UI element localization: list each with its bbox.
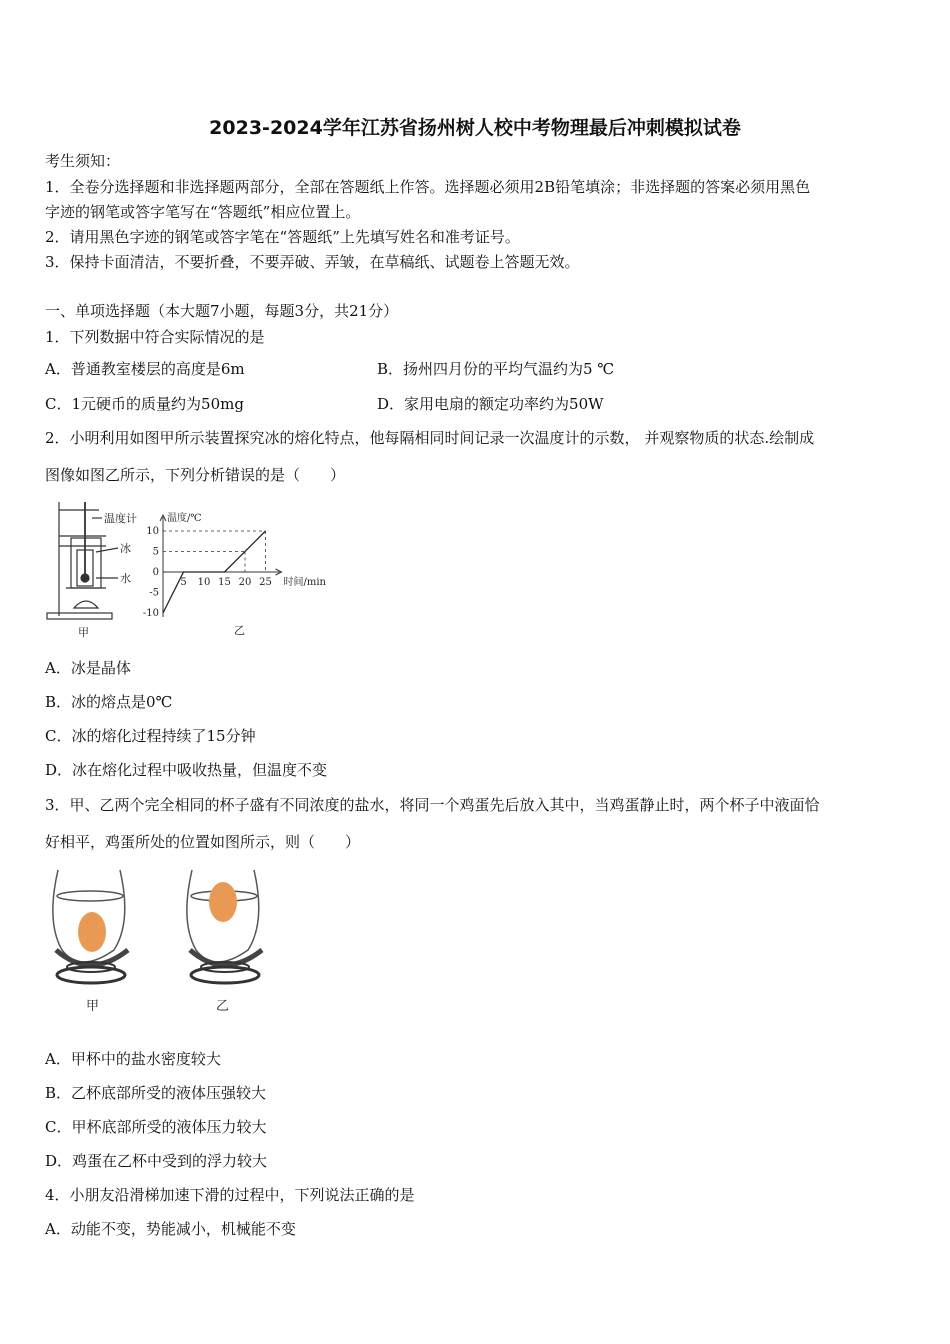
x-tick-label: 20 <box>238 577 252 588</box>
y-tick-label: 5 <box>152 546 159 558</box>
q1-option-a: A．普通教室楼层的高度是6m <box>45 360 245 378</box>
q2-option-b: B．冰的熔点是0℃ <box>45 693 173 711</box>
q4-option-a: A．动能不变，势能减小，机械能不变 <box>45 1220 296 1238</box>
q1-option-d: D．家用电扇的额定功率约为50W <box>377 395 604 413</box>
glass-a-base <box>57 967 125 983</box>
notice-item: 1．全卷分选择题和非选择题两部分，全部在答题纸上作答。选择题必须用2B铅笔填涂；非选择题的答案必须用黑色 <box>45 178 811 196</box>
egg-glasses-figure <box>40 862 290 1022</box>
glass-b-base <box>191 967 259 983</box>
x-tick-label: 5 <box>180 577 187 588</box>
q2-option-d: D．冰在熔化过程中吸收热量，但温度不变 <box>45 761 328 779</box>
x-tick-label: 15 <box>218 577 231 588</box>
x-tick-label: 10 <box>197 577 211 588</box>
thermometer-bulb <box>81 574 89 582</box>
y-axis-label: 温度/℃ <box>167 513 202 524</box>
x-axis-label: 时间/min <box>283 577 326 588</box>
stand-base <box>47 613 112 619</box>
notice-item: 字迹的钢笔或答字笔写在“答题纸”相应位置上。 <box>45 203 361 221</box>
burner-flame <box>74 601 98 608</box>
q4-stem: 4．小朋友沿滑梯加速下滑的过程中，下列说法正确的是 <box>45 1186 415 1204</box>
egg-a <box>78 912 106 952</box>
water-label: 水 <box>120 572 131 585</box>
ice-label: 冰 <box>120 542 131 555</box>
y-tick-label: 0 <box>152 567 159 578</box>
thermometer-label: 温度计 <box>104 512 137 525</box>
egg-b <box>209 882 237 922</box>
figure-caption-b: 乙 <box>234 624 245 637</box>
section-heading: 一、单项选择题（本大题7小题，每题3分，共21分） <box>45 302 399 320</box>
notice-item: 2．请用黑色字迹的钢笔或答字笔在“答题纸”上先填写姓名和准考证号。 <box>45 228 520 246</box>
q3-stem-line2: 好相平，鸡蛋所处的位置如图所示，则（ ） <box>45 833 361 851</box>
y-tick-label: -10 <box>142 608 159 619</box>
glass-caption-b: 乙 <box>216 999 230 1014</box>
q3-option-b: B．乙杯底部所受的液体压强较大 <box>45 1084 267 1102</box>
q2-option-c: C．冰的熔化过程持续了15分钟 <box>45 727 256 745</box>
q3-stem-line1: 3．甲、乙两个完全相同的杯子盛有不同浓度的盐水，将同一个鸡蛋先后放入其中，当鸡蛋静止时，两个杯子中液面恰 <box>45 796 820 814</box>
q3-option-a: A．甲杯中的盐水密度较大 <box>45 1050 221 1068</box>
q2-stem-line2: 图像如图乙所示，下列分析错误的是（ ） <box>45 466 346 484</box>
q1-stem: 1．下列数据中符合实际情况的是 <box>45 328 265 346</box>
glass-caption-a: 甲 <box>86 999 100 1014</box>
q2-stem-line1: 2．小明利用如图甲所示装置探究冰的熔化特点，他每隔相同时间记录一次温度计的示数， 并观察物质的状态.绘制成 <box>45 429 815 447</box>
q3-option-d: D．鸡蛋在乙杯中受到的浮力较大 <box>45 1152 268 1170</box>
temperature-time-chart <box>140 502 355 642</box>
notice-heading: 考生须知： <box>45 152 121 170</box>
glass-a-liquid-surface <box>57 891 123 901</box>
exam-title: 2023-2024学年江苏省扬州树人校中考物理最后冲刺模拟试卷 <box>209 117 741 139</box>
x-tick-label: 25 <box>259 577 272 588</box>
y-tick-label: -5 <box>149 587 159 599</box>
q1-option-c: C．1元硬币的质量约为50mg <box>45 395 244 413</box>
y-tick-label: 10 <box>146 526 159 537</box>
notice-item: 3．保持卡面清洁，不要折叠，不要弄破、弄皱，在草稿纸、试题卷上答题无效。 <box>45 253 580 271</box>
figure-caption-a: 甲 <box>78 626 89 639</box>
q1-option-b: B．扬州四月份的平均气温约为5 ℃ <box>377 360 615 378</box>
q3-option-c: C．甲杯底部所受的液体压力较大 <box>45 1118 267 1136</box>
apparatus-figure <box>44 498 149 640</box>
q2-option-a: A．冰是晶体 <box>45 659 131 677</box>
